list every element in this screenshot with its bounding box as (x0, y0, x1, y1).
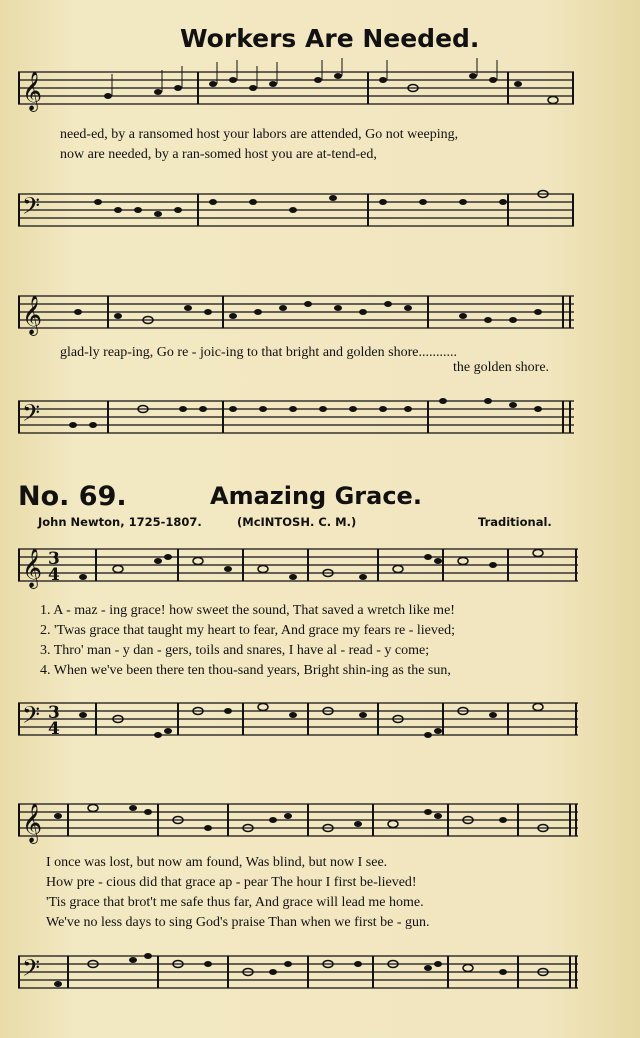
staff-system-2-bass (18, 395, 574, 441)
svg-text:𝄢: 𝄢 (22, 399, 41, 432)
lyric-line-top-4: the golden shore. (453, 360, 550, 375)
staff-system-1-bass (18, 188, 574, 234)
svg-text:3: 3 (48, 549, 60, 569)
staff-system-4-bass (18, 950, 578, 996)
verse-2-line-1: 2. 'Twas grace that taught my heart to fear, And grace my fears re - lieved; (40, 623, 455, 638)
hymn-number: No. 69. (18, 481, 127, 512)
verse-2-line-2: How pre - cious did that grace ap - pear The hour I first be-lieved! (46, 875, 417, 890)
staff-system-2-treble (18, 290, 574, 336)
lyric-line-top-2: now are needed, by a ran-somed host you are at-tend-ed, (60, 147, 377, 162)
hymn-title-amazing-grace: Amazing Grace. (210, 482, 422, 510)
verse-3-line-2: 'Tis grace that brot't me safe thus far, And grace will lead me home. (46, 895, 424, 910)
staff-system-3-treble (18, 543, 578, 589)
staff-system-3-bass (18, 697, 578, 743)
lyric-line-top-3: glad-ly reap-ing, Go re - joic-ing to that bright and golden shore........... (60, 345, 457, 360)
svg-text:𝄢: 𝄢 (22, 192, 41, 225)
verse-4-line-1: 4. When we've been there ten thou-sand years, Bright shin-ing as the sun, (40, 663, 451, 678)
hymn-title-workers: Workers Are Needed. (180, 24, 480, 53)
svg-text:𝄞: 𝄞 (22, 295, 43, 335)
svg-text:𝄢: 𝄢 (22, 954, 41, 987)
verse-1-line-2: I once was lost, but now am found, Was blind, but now I see. (46, 855, 388, 870)
hymn-music-credit: Traditional. (478, 515, 552, 529)
lyric-line-top-1: need-ed, by a ransomed host your labors are attended, Go not weeping, (60, 127, 459, 142)
hymn-tune: (McINTOSH. C. M.) (237, 515, 357, 529)
staff-system-1-treble (18, 66, 574, 112)
svg-text:𝄞: 𝄞 (22, 548, 43, 588)
svg-text:𝄞: 𝄞 (22, 71, 43, 111)
verse-1-line-1: 1. A - maz - ing grace! how sweet the sound, That saved a wretch like me! (40, 603, 455, 618)
svg-text:3: 3 (48, 703, 60, 723)
svg-text:4: 4 (48, 565, 60, 585)
verse-4-line-2: We've no less days to sing God's praise Than when we first be - gun. (46, 915, 430, 930)
verse-3-line-1: 3. Thro' man - y dan - gers, toils and snares, I have al - read - y come; (40, 643, 430, 658)
svg-text:𝄞: 𝄞 (22, 803, 43, 843)
svg-text:4: 4 (48, 719, 60, 739)
hymn-author: John Newton, 1725-1807. (38, 515, 202, 529)
staff-system-4-treble (18, 798, 578, 844)
svg-text:𝄢: 𝄢 (22, 701, 41, 734)
